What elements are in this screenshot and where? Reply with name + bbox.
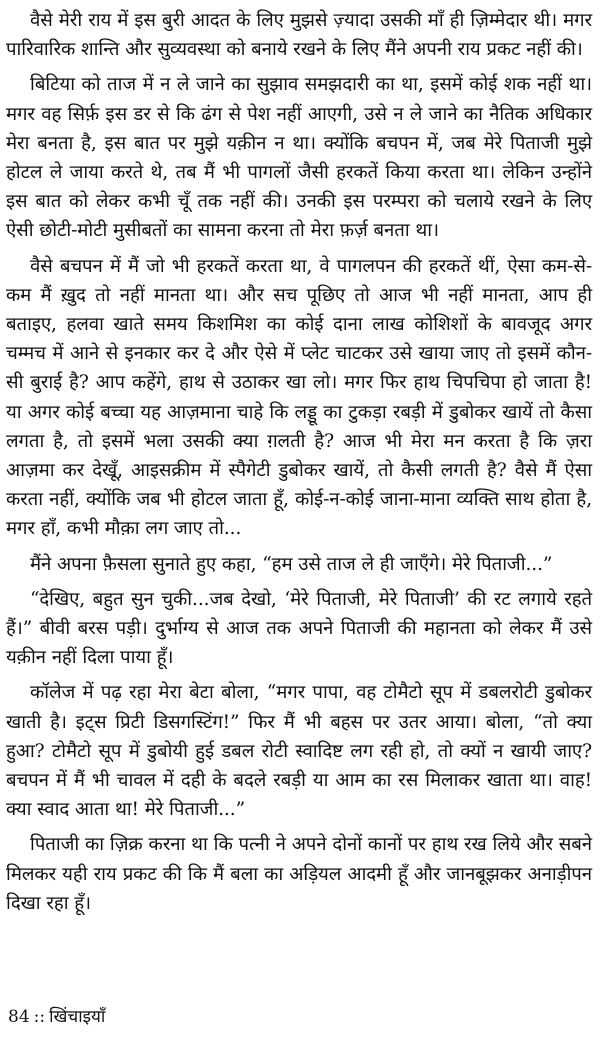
book-page [6, 6, 592, 1050]
paragraph-3: वैसे बचपन में मैं जो भी हरकतें करता था, वे पागलपन की हरकतें थीं, ऐसा कम-से-कम मैं ख़ुद तो नहीं मानता था। और सच पूछिए तो आज भी नहीं मानता, आप ही बताइए, हलवा खाते समय किशमिश का कोई दाना लाख कोशिशों के बावजूद अगर चम्मच में आने से इनकार कर दे और ऐसे में प्लेट चाटकर उसे खाया जाए तो इसमें कौन-सी बुराई है? आप कहेंगे, हाथ से उठाकर खा लो। मगर फिर हाथ चिपचिपा हो जाता है! या अगर कोई बच्चा यह आज़माना चाहे कि लड्डू का टुकड़ा रबड़ी में डुबोकर खायें तो कैसा लगता है, तो इसमें भला उसकी क्या ग़लती है? आज भी मेरा मन करता है कि ज़रा आज़मा कर देखूँ, आइसक्रीम में स्पैगेटी डुबोकर खायें, तो कैसी लगती है? वैसे मैं ऐसा करता नहीं, क्योंकि जब भी होटल जाता हूँ, कोई-न-कोई जाना-माना व्यक्ति साथ होता है, मगर हाँ, कभी मौक़ा लग जाए तो... [6, 255, 592, 540]
paragraph-1: वैसे मेरी राय में इस बुरी आदत के लिए मुझसे ज़्यादा उसकी माँ ही ज़िम्मेदार थी। मगर पारिवारिक शान्ति और सुव्यवस्था को बनाये रखने के लिए मैंने अपनी राय प्रकट नहीं की। [6, 10, 592, 61]
running-title: खिंचाइयाँ [49, 1007, 106, 1027]
paragraph-4: मैंने अपना फ़ैसला सुनाते हुए कहा, “हम उसे ताज ले ही जाएँगे। मेरे पिताजी...” [30, 553, 553, 575]
paragraph-7: पिताजी का ज़िक्र करना था कि पत्नी ने अपने दोनों कानों पर हाथ रख लिये और सबने मिलकर यही राय प्रकट की कि मैं बला का अड़ियल आदमी हूँ और जानबूझकर अनाड़ीपन दिखा रहा हूँ। [6, 834, 592, 914]
footer-separator: :: [33, 1007, 46, 1027]
paragraph-2: बिटिया को ताज में न ले जाने का सुझाव समझदारी का था, इसमें कोई शक नहीं था। मगर वह सिर्फ़ इस डर से कि ढंग से पेश नहीं आएगी, उसे न ले जाने का नैतिक अधिकार मेरा बनता है, इस बात पर मुझे यक़ीन न था। क्योंकि बचपन में, जब मेरे पिताजी मुझे होटल ले जाया करते थे, तब मैं भी पागलों जैसी हरकतें किया करता था। लेकिन उन्होंने इस बात को लेकर कभी चूँ तक नहीं की। उनकी इस परम्परा को चलाये रखने के लिए ऐसी छोटी-मोटी मुसीबतों का सामना करना तो मेरा फ़र्ज़ बनता था। [6, 74, 592, 242]
paragraph-6: कॉलेज में पढ़ रहा मेरा बेटा बोला, “मगर पापा, वह टोमैटो सूप में डबलरोटी डुबोकर खाती है। इट्स प्रिटी डिसगस्टिंग!” फिर मैं भी बहस पर उतर आया। बोला, “तो क्या हुआ? टोमैटो सूप में डुबोयी हुई डबल रोटी स्वादिष्ट लग रही हो, तो क्यों न खायी जाए? बचपन में मैं भी चावल में दही के बदले रबड़ी या आम का रस मिलाकर खाता था। वाह! क्या स्वाद आता था! मेरे पिताजी...” [6, 682, 592, 821]
paragraph-5: “देखिए, बहुत सुन चुकी...जब देखो, ‘मेरे पिताजी, मेरे पिताजी’ की रट लगाये रहते हैं।” बीवी बरस पड़ी। दुर्भाग्य से आज तक अपने पिताजी की महानता को लेकर मैं उसे यक़ीन नहीं दिला पाया हूँ। [6, 588, 592, 669]
page-footer [8, 1006, 105, 1028]
page-number: 84 [8, 1007, 30, 1027]
